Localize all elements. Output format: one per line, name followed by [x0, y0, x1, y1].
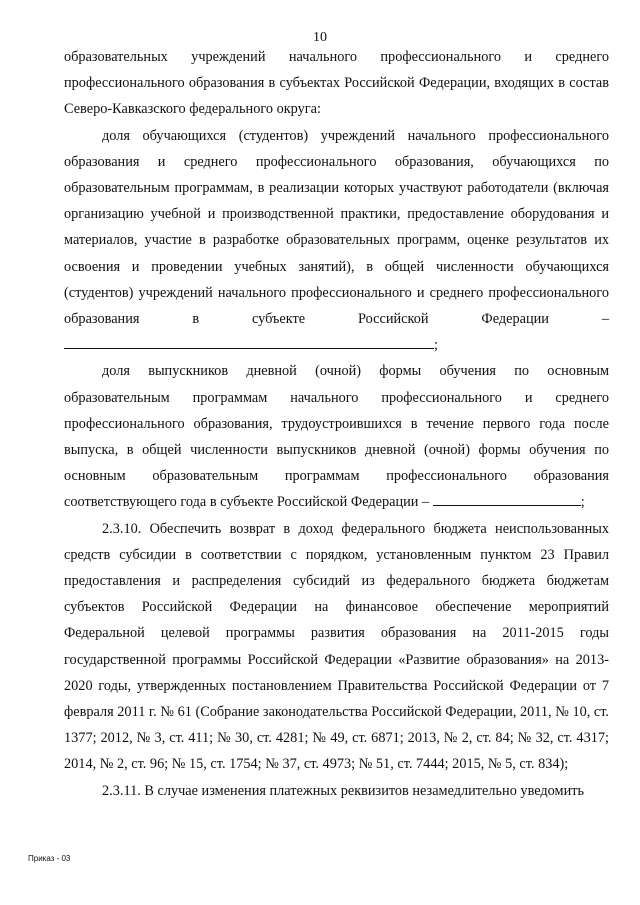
blank-terminator: ; — [434, 337, 438, 354]
footer-label: Приказ - 03 — [28, 854, 71, 863]
paragraph-2-3-11: 2.3.11. В случае изменения платежных реквизитов незамедлительно уведомить — [102, 782, 585, 799]
page-number: 10 — [313, 30, 327, 45]
fill-in-blank — [64, 334, 434, 349]
fill-in-blank — [433, 491, 581, 506]
document-body — [64, 44, 609, 804]
paragraph-text: доля выпускников дневной (очной) формы обучения по основным образовательным программам начального профессионального и среднего профессионального образования, трудоустроившихся в течение первого года после выпуска, в общей численности выпускников дневной (очной) формы обучения по основным образовательным программам профессионального образования соответствующего года в субъекте Российской Федерации – — [64, 363, 609, 511]
paragraph-2-3-10: 2.3.10. Обеспечить возврат в доход федерального бюджета неиспользованных средств субсидии в соответствии с порядком, установленным пунктом 23 Правил предоставления и распределения субсидий из федерального бюджета бюджетам субъектов Российской Федерации на финансовое обеспечение мероприятий Федеральной целевой программы развития образования на 2011-2015 годы государственной программы Российской Федерации «Развитие образования» на 2013-2020 годы, утвержденных постановлением Правительства Российской Федерации от 7 февраля 2011 г. № 61 (Собрание законодательства Российской Федерации, 2011, № 10, ст. 1377; 2012, № 3, ст. 411; № 30, ст. 4281; № 49, ст. 6871; 2013, № 2, ст. 84; № 32, ст. 4317; 2014, № 2, ст. 96; № 15, ст. 1754; № 37, ст. 4973; № 51, ст. 7444; 2015, № 5, ст. 834); — [64, 520, 609, 773]
blank-terminator: ; — [580, 494, 585, 511]
paragraph-share-graduates — [64, 358, 609, 515]
paragraph-share-students — [64, 123, 609, 359]
paragraph-intro: образовательных учреждений начального профессионального и среднего профессионального образования в субъектах Российской Федерации, входящих в состав Северо-Кавказского федерального округа: — [64, 49, 609, 118]
paragraph-text: доля обучающихся (студентов) учреждений начального профессионального образования и среднего профессионального образования, обучающихся по образовательным программам, в реализации которых участвуют работодатели (включая организацию учебной и производственной практики, предоставление оборудования и материалов, участие в разработке образовательных программ, оценке результатов их освоения и проведении учебных занятий), в общей численности обучающихся (студентов) учреждений начального профессионального и среднего профессионального образования в субъекте Российской Федерации – — [64, 127, 609, 328]
